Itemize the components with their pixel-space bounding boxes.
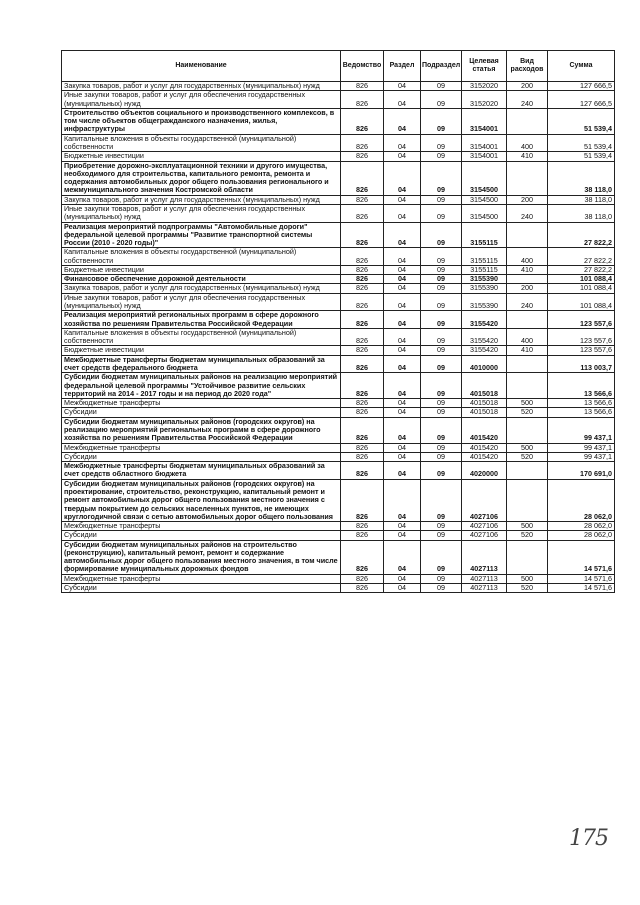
cell-section: 04 bbox=[384, 417, 421, 443]
cell-subsection: 09 bbox=[421, 328, 462, 346]
cell-section: 04 bbox=[384, 443, 421, 452]
table-row bbox=[62, 540, 615, 574]
cell-subsection: 09 bbox=[421, 91, 462, 109]
cell-target: 4027113 bbox=[462, 540, 507, 574]
table-row bbox=[62, 108, 615, 134]
cell-target: 4027113 bbox=[462, 584, 507, 593]
col-header-name: Наименование bbox=[62, 51, 341, 82]
cell-name: Бюджетные инвестиции bbox=[62, 346, 341, 355]
table-row bbox=[62, 452, 615, 461]
table-row bbox=[62, 161, 615, 195]
cell-sum: 127 666,5 bbox=[548, 82, 615, 91]
table-row bbox=[62, 265, 615, 274]
cell-name: Иные закупки товаров, работ и услуг для обеспечения государственных (муниципальных) нужд bbox=[62, 91, 341, 109]
table-row bbox=[62, 408, 615, 417]
cell-subsection: 09 bbox=[421, 452, 462, 461]
cell-target: 3155420 bbox=[462, 346, 507, 355]
cell-sum: 14 571,6 bbox=[548, 540, 615, 574]
cell-sum: 27 822,2 bbox=[548, 248, 615, 266]
cell-dept: 826 bbox=[341, 417, 384, 443]
table-row bbox=[62, 222, 615, 248]
cell-dept: 826 bbox=[341, 373, 384, 399]
cell-section: 04 bbox=[384, 452, 421, 461]
cell-dept: 826 bbox=[341, 443, 384, 452]
cell-name: Субсидии бюджетам муниципальных районов (городских округов) на реализацию мероприятий региональных программ в сфере дорожного хозяйства по решениям Правительства Российской Федерации bbox=[62, 417, 341, 443]
cell-dept: 826 bbox=[341, 108, 384, 134]
table-row bbox=[62, 531, 615, 540]
cell-target: 4015018 bbox=[462, 408, 507, 417]
cell-section: 04 bbox=[384, 204, 421, 222]
cell-subsection: 09 bbox=[421, 222, 462, 248]
cell-dept: 826 bbox=[341, 284, 384, 293]
cell-dept: 826 bbox=[341, 346, 384, 355]
cell-sum: 99 437,1 bbox=[548, 452, 615, 461]
cell-sum: 99 437,1 bbox=[548, 443, 615, 452]
cell-section: 04 bbox=[384, 522, 421, 531]
table-row bbox=[62, 574, 615, 583]
cell-target: 4020000 bbox=[462, 462, 507, 480]
cell-section: 04 bbox=[384, 373, 421, 399]
cell-subsection: 09 bbox=[421, 248, 462, 266]
table-row bbox=[62, 195, 615, 204]
cell-name: Межбюджетные трансферты bbox=[62, 443, 341, 452]
cell-kind: 200 bbox=[507, 284, 548, 293]
cell-sum: 123 557,6 bbox=[548, 328, 615, 346]
cell-name: Реализация мероприятий подпрограммы "Автомобильные дороги" федеральной целевой программы "Развитие транспортной системы России (2010 - 2020 годы)" bbox=[62, 222, 341, 248]
cell-target: 3155390 bbox=[462, 284, 507, 293]
cell-section: 04 bbox=[384, 134, 421, 152]
cell-kind: 200 bbox=[507, 195, 548, 204]
cell-section: 04 bbox=[384, 265, 421, 274]
cell-subsection: 09 bbox=[421, 195, 462, 204]
cell-section: 04 bbox=[384, 91, 421, 109]
cell-name: Бюджетные инвестиции bbox=[62, 152, 341, 161]
cell-subsection: 09 bbox=[421, 152, 462, 161]
cell-name: Межбюджетные трансферты бюджетам муниципальных образований за счет средств федерального бюджета bbox=[62, 355, 341, 373]
cell-subsection: 09 bbox=[421, 531, 462, 540]
cell-target: 3154500 bbox=[462, 204, 507, 222]
cell-target: 3155390 bbox=[462, 293, 507, 311]
cell-section: 04 bbox=[384, 531, 421, 540]
cell-subsection: 09 bbox=[421, 346, 462, 355]
budget-table bbox=[61, 50, 615, 593]
cell-kind: 500 bbox=[507, 443, 548, 452]
cell-target: 4027106 bbox=[462, 531, 507, 540]
cell-dept: 826 bbox=[341, 204, 384, 222]
cell-target: 3152020 bbox=[462, 82, 507, 91]
cell-kind bbox=[507, 479, 548, 521]
table-row bbox=[62, 443, 615, 452]
table-row bbox=[62, 479, 615, 521]
col-header-subsection: Подраздел bbox=[421, 51, 462, 82]
cell-target: 3155115 bbox=[462, 248, 507, 266]
cell-sum: 123 557,6 bbox=[548, 346, 615, 355]
cell-section: 04 bbox=[384, 479, 421, 521]
cell-dept: 826 bbox=[341, 355, 384, 373]
cell-sum: 51 539,4 bbox=[548, 108, 615, 134]
cell-target: 3155115 bbox=[462, 265, 507, 274]
cell-sum: 27 822,2 bbox=[548, 265, 615, 274]
table-row bbox=[62, 275, 615, 284]
cell-name: Субсидии bbox=[62, 584, 341, 593]
header-row bbox=[62, 51, 615, 82]
cell-dept: 826 bbox=[341, 248, 384, 266]
table-row bbox=[62, 328, 615, 346]
cell-target: 3154001 bbox=[462, 152, 507, 161]
cell-subsection: 09 bbox=[421, 443, 462, 452]
table-row bbox=[62, 82, 615, 91]
table-row bbox=[62, 284, 615, 293]
cell-section: 04 bbox=[384, 293, 421, 311]
cell-subsection: 09 bbox=[421, 584, 462, 593]
cell-dept: 826 bbox=[341, 152, 384, 161]
col-header-sum: Сумма bbox=[548, 51, 615, 82]
cell-sum: 51 539,4 bbox=[548, 152, 615, 161]
table-row bbox=[62, 584, 615, 593]
table-row bbox=[62, 346, 615, 355]
cell-subsection: 09 bbox=[421, 479, 462, 521]
cell-sum: 38 118,0 bbox=[548, 161, 615, 195]
cell-name: Приобретение дорожно-эксплуатационной техники и другого имущества, необходимого для строительства, капитального ремонта, ремонта и содержания автомобильных дорог общего пользования регионального и межмуниципального значения Костромской области bbox=[62, 161, 341, 195]
cell-section: 04 bbox=[384, 462, 421, 480]
table-row bbox=[62, 293, 615, 311]
table-row bbox=[62, 462, 615, 480]
cell-subsection: 09 bbox=[421, 284, 462, 293]
table-row bbox=[62, 311, 615, 329]
cell-sum: 13 566,6 bbox=[548, 373, 615, 399]
cell-dept: 826 bbox=[341, 531, 384, 540]
cell-sum: 28 062,0 bbox=[548, 522, 615, 531]
cell-dept: 826 bbox=[341, 82, 384, 91]
cell-kind: 240 bbox=[507, 91, 548, 109]
cell-name: Субсидии бюджетам муниципальных районов на строительство (реконструкцию), капитальный ремонт, ремонт и содержание автомобильных дорог общего пользования местного значения, в том числе формирование муниципальных дорожных фондов bbox=[62, 540, 341, 574]
cell-name: Строительство объектов социального и производственного комплексов, в том числе объектов общегражданского назначения, жилья, инфраструктуры bbox=[62, 108, 341, 134]
cell-kind: 520 bbox=[507, 408, 548, 417]
cell-target: 4027106 bbox=[462, 479, 507, 521]
col-header-target: Целевая статья bbox=[462, 51, 507, 82]
cell-section: 04 bbox=[384, 284, 421, 293]
cell-sum: 51 539,4 bbox=[548, 134, 615, 152]
cell-subsection: 09 bbox=[421, 574, 462, 583]
cell-kind: 520 bbox=[507, 584, 548, 593]
cell-target: 4015420 bbox=[462, 417, 507, 443]
cell-kind: 410 bbox=[507, 152, 548, 161]
cell-target: 4015420 bbox=[462, 443, 507, 452]
cell-target: 3155115 bbox=[462, 222, 507, 248]
cell-kind: 240 bbox=[507, 204, 548, 222]
cell-dept: 826 bbox=[341, 462, 384, 480]
cell-name: Субсидии бюджетам муниципальных районов на реализацию мероприятий федеральной целевой программы "Устойчивое развитие сельских территорий на 2014 - 2017 годы и на период до 2020 года" bbox=[62, 373, 341, 399]
cell-subsection: 09 bbox=[421, 82, 462, 91]
cell-dept: 826 bbox=[341, 479, 384, 521]
table-body bbox=[62, 82, 615, 593]
cell-name: Субсидии bbox=[62, 531, 341, 540]
table-row bbox=[62, 417, 615, 443]
cell-sum: 101 088,4 bbox=[548, 275, 615, 284]
table-row bbox=[62, 522, 615, 531]
cell-sum: 99 437,1 bbox=[548, 417, 615, 443]
cell-name: Иные закупки товаров, работ и услуг для обеспечения государственных (муниципальных) нужд bbox=[62, 204, 341, 222]
cell-target: 3154500 bbox=[462, 195, 507, 204]
cell-subsection: 09 bbox=[421, 265, 462, 274]
cell-kind: 400 bbox=[507, 134, 548, 152]
cell-dept: 826 bbox=[341, 452, 384, 461]
cell-section: 04 bbox=[384, 346, 421, 355]
cell-target: 4015018 bbox=[462, 399, 507, 408]
cell-target: 3154001 bbox=[462, 134, 507, 152]
cell-kind bbox=[507, 417, 548, 443]
cell-dept: 826 bbox=[341, 161, 384, 195]
cell-target: 4015420 bbox=[462, 452, 507, 461]
cell-kind bbox=[507, 275, 548, 284]
cell-kind bbox=[507, 462, 548, 480]
cell-kind: 520 bbox=[507, 452, 548, 461]
cell-sum: 123 557,6 bbox=[548, 311, 615, 329]
cell-subsection: 09 bbox=[421, 540, 462, 574]
cell-section: 04 bbox=[384, 408, 421, 417]
cell-subsection: 09 bbox=[421, 134, 462, 152]
cell-section: 04 bbox=[384, 574, 421, 583]
table-row bbox=[62, 248, 615, 266]
cell-dept: 826 bbox=[341, 399, 384, 408]
cell-name: Межбюджетные трансферты bbox=[62, 399, 341, 408]
cell-sum: 113 003,7 bbox=[548, 355, 615, 373]
cell-section: 04 bbox=[384, 355, 421, 373]
cell-subsection: 09 bbox=[421, 355, 462, 373]
cell-section: 04 bbox=[384, 584, 421, 593]
cell-kind: 500 bbox=[507, 399, 548, 408]
cell-sum: 28 062,0 bbox=[548, 531, 615, 540]
cell-target: 3154500 bbox=[462, 161, 507, 195]
cell-name: Межбюджетные трансферты bbox=[62, 522, 341, 531]
cell-name: Закупка товаров, работ и услуг для государственных (муниципальных) нужд bbox=[62, 195, 341, 204]
cell-kind: 500 bbox=[507, 574, 548, 583]
col-header-kind: Вид расходов bbox=[507, 51, 548, 82]
cell-section: 04 bbox=[384, 195, 421, 204]
cell-dept: 826 bbox=[341, 222, 384, 248]
cell-name: Реализация мероприятий региональных программ в сфере дорожного хозяйства по решениям Правительства Российской Федерации bbox=[62, 311, 341, 329]
cell-kind bbox=[507, 161, 548, 195]
cell-kind bbox=[507, 540, 548, 574]
cell-dept: 826 bbox=[341, 522, 384, 531]
cell-name: Межбюджетные трансферты bbox=[62, 574, 341, 583]
cell-section: 04 bbox=[384, 222, 421, 248]
cell-sum: 170 691,0 bbox=[548, 462, 615, 480]
cell-kind: 500 bbox=[507, 522, 548, 531]
cell-subsection: 09 bbox=[421, 311, 462, 329]
cell-sum: 38 118,0 bbox=[548, 204, 615, 222]
cell-dept: 826 bbox=[341, 311, 384, 329]
cell-subsection: 09 bbox=[421, 408, 462, 417]
cell-subsection: 09 bbox=[421, 161, 462, 195]
cell-sum: 127 666,5 bbox=[548, 91, 615, 109]
cell-kind: 410 bbox=[507, 265, 548, 274]
cell-name: Финансовое обеспечение дорожной деятельности bbox=[62, 275, 341, 284]
cell-name: Капитальные вложения в объекты государственной (муниципальной) собственности bbox=[62, 328, 341, 346]
cell-target: 3155420 bbox=[462, 328, 507, 346]
cell-target: 3154001 bbox=[462, 108, 507, 134]
cell-section: 04 bbox=[384, 311, 421, 329]
cell-dept: 826 bbox=[341, 328, 384, 346]
cell-dept: 826 bbox=[341, 91, 384, 109]
cell-name: Закупка товаров, работ и услуг для государственных (муниципальных) нужд bbox=[62, 82, 341, 91]
cell-dept: 826 bbox=[341, 265, 384, 274]
cell-sum: 27 822,2 bbox=[548, 222, 615, 248]
page-number: 175 bbox=[569, 826, 608, 851]
cell-target: 4027106 bbox=[462, 522, 507, 531]
cell-target: 4027113 bbox=[462, 574, 507, 583]
cell-sum: 101 088,4 bbox=[548, 293, 615, 311]
table-row bbox=[62, 152, 615, 161]
cell-section: 04 bbox=[384, 328, 421, 346]
cell-subsection: 09 bbox=[421, 293, 462, 311]
cell-section: 04 bbox=[384, 248, 421, 266]
cell-sum: 14 571,6 bbox=[548, 584, 615, 593]
cell-sum: 101 088,4 bbox=[548, 284, 615, 293]
cell-dept: 826 bbox=[341, 584, 384, 593]
table-row bbox=[62, 204, 615, 222]
cell-kind: 520 bbox=[507, 531, 548, 540]
cell-kind: 240 bbox=[507, 293, 548, 311]
cell-section: 04 bbox=[384, 275, 421, 284]
table-row bbox=[62, 355, 615, 373]
cell-name: Субсидии bbox=[62, 408, 341, 417]
table-row bbox=[62, 399, 615, 408]
cell-sum: 13 566,6 bbox=[548, 408, 615, 417]
cell-kind bbox=[507, 311, 548, 329]
cell-name: Иные закупки товаров, работ и услуг для обеспечения государственных (муниципальных) нужд bbox=[62, 293, 341, 311]
cell-target: 3155390 bbox=[462, 275, 507, 284]
cell-kind bbox=[507, 222, 548, 248]
cell-target: 3152020 bbox=[462, 91, 507, 109]
cell-name: Закупка товаров, работ и услуг для государственных (муниципальных) нужд bbox=[62, 284, 341, 293]
cell-subsection: 09 bbox=[421, 275, 462, 284]
cell-section: 04 bbox=[384, 161, 421, 195]
cell-subsection: 09 bbox=[421, 417, 462, 443]
col-header-section: Раздел bbox=[384, 51, 421, 82]
table-row bbox=[62, 91, 615, 109]
cell-name: Межбюджетные трансферты бюджетам муниципальных образований за счет средств областного бюджета bbox=[62, 462, 341, 480]
cell-kind: 410 bbox=[507, 346, 548, 355]
cell-dept: 826 bbox=[341, 293, 384, 311]
cell-section: 04 bbox=[384, 108, 421, 134]
cell-section: 04 bbox=[384, 399, 421, 408]
cell-subsection: 09 bbox=[421, 399, 462, 408]
cell-kind: 400 bbox=[507, 248, 548, 266]
table-row bbox=[62, 373, 615, 399]
cell-subsection: 09 bbox=[421, 462, 462, 480]
cell-name: Капитальные вложения в объекты государственной (муниципальной) собственности bbox=[62, 134, 341, 152]
cell-dept: 826 bbox=[341, 574, 384, 583]
cell-section: 04 bbox=[384, 152, 421, 161]
cell-target: 4015018 bbox=[462, 373, 507, 399]
cell-dept: 826 bbox=[341, 540, 384, 574]
cell-dept: 826 bbox=[341, 408, 384, 417]
cell-target: 3155420 bbox=[462, 311, 507, 329]
cell-target: 4010000 bbox=[462, 355, 507, 373]
cell-kind bbox=[507, 108, 548, 134]
cell-name: Субсидии bbox=[62, 452, 341, 461]
cell-name: Бюджетные инвестиции bbox=[62, 265, 341, 274]
cell-name: Субсидии бюджетам муниципальных районов (городских округов) на проектирование, строительство, реконструкцию, капитальный ремонт и ремонт автомобильных дорог общего пользования местного значения с твердым покрытием до сельских населенных пунктов, не имеющих круглогодичной связи с сетью автомобильных дорог общего пользования bbox=[62, 479, 341, 521]
cell-subsection: 09 bbox=[421, 373, 462, 399]
cell-subsection: 09 bbox=[421, 204, 462, 222]
cell-subsection: 09 bbox=[421, 522, 462, 531]
table-row bbox=[62, 134, 615, 152]
cell-subsection: 09 bbox=[421, 108, 462, 134]
cell-kind: 200 bbox=[507, 82, 548, 91]
cell-section: 04 bbox=[384, 82, 421, 91]
cell-dept: 826 bbox=[341, 275, 384, 284]
cell-dept: 826 bbox=[341, 134, 384, 152]
cell-sum: 38 118,0 bbox=[548, 195, 615, 204]
cell-dept: 826 bbox=[341, 195, 384, 204]
cell-sum: 14 571,6 bbox=[548, 574, 615, 583]
cell-sum: 13 566,6 bbox=[548, 399, 615, 408]
cell-name: Капитальные вложения в объекты государственной (муниципальной) собственности bbox=[62, 248, 341, 266]
cell-sum: 28 062,0 bbox=[548, 479, 615, 521]
cell-kind: 400 bbox=[507, 328, 548, 346]
cell-section: 04 bbox=[384, 540, 421, 574]
col-header-dept: Ведомство bbox=[341, 51, 384, 82]
cell-kind bbox=[507, 373, 548, 399]
cell-kind bbox=[507, 355, 548, 373]
